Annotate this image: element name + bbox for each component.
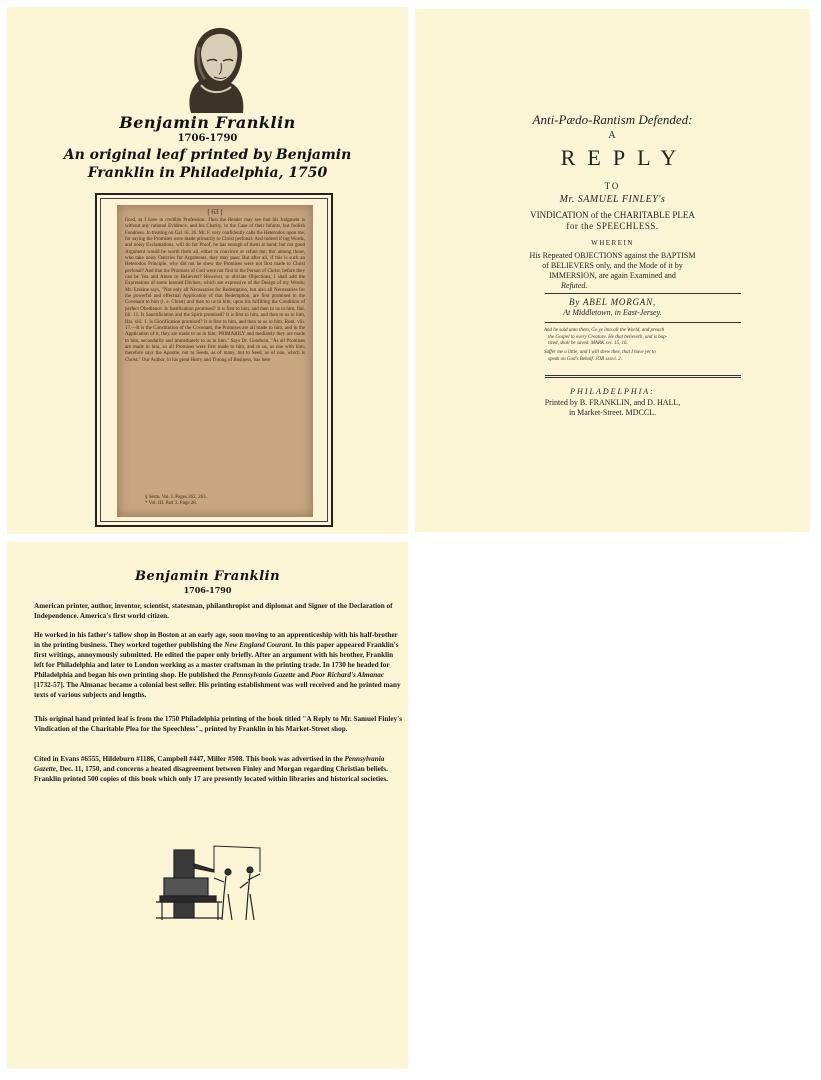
divider-rule [545, 293, 741, 294]
leaf-footnotes [145, 495, 207, 507]
gazette-title: Pennsylvania Gazette [231, 671, 296, 679]
bio-text: and [295, 671, 311, 679]
bio-dates: 1706-1790 [183, 585, 232, 595]
bio-text: , Dec. 11, 1750, and concerns a heated disagreement between Finley and Morgan regarding Christian beliefs. Franklin printed 500 copies of this book which only 17 are presently located within libraries and historical societies. [34, 765, 388, 783]
bio-text: [1732-57]. The Almanac became a colonial best seller. His printing establishment was well received and he printed many texts of various subjects and lengths. [34, 681, 401, 699]
finley-line: Mr. SAMUEL FINLEY's [559, 194, 666, 205]
quote-line: Suffer me a little, and I will shew thee, that I have yet to [544, 350, 656, 355]
subtitle-line-1: An original leaf printed by Benjamin [63, 147, 352, 163]
author-line: By ABEL MORGAN, [569, 297, 656, 307]
newspaper-title: New England Courant [224, 641, 292, 649]
imprint-printer: Printed by B. FRANKLIN, and D. HALL, [544, 398, 681, 407]
quote-line: tized, shall be saved. MARK xvi. 15, 16. [548, 341, 628, 346]
scripture-quote-1 [544, 328, 744, 348]
leaf-frame [95, 193, 333, 527]
page-title: Benjamin Franklin [119, 113, 296, 132]
imprint-city: PHILADELPHIA: [570, 387, 655, 396]
reply-heading: REPLY [560, 145, 689, 170]
objections-line-3: IMMERSION, are again Examined and [549, 271, 676, 280]
divider-rule [545, 375, 741, 376]
leaf-footnote-1: § Serm. Vol. I. Pages 262, 263. [145, 495, 207, 500]
bio-text: He worked in his father's tallow shop in Boston at an early age, soon moving to an apprenticeship with his half-brother in the printing business. They worked together publishing the [34, 631, 398, 649]
divider-rule [545, 322, 741, 323]
leaf-footnote-2: * Vol. III. Part 3. Page 28. [145, 501, 198, 506]
bio-paragraph-4 [34, 754, 402, 784]
vindication-line-1: VINDICATION of the CHARITABLE PLEA [530, 210, 695, 220]
franklin-portrait-icon [177, 21, 249, 115]
objections-line-2: of BELIEVERS only, and the Mode of it by [542, 261, 683, 270]
leaf-body-text: ficed, as I have in credible Profession: Then the Reader may see that his Judgment is without any rational Evidence, and his Charity, in the Case of their Infants, but foolish Fondness. In treating on Gal. iii. 26. Mr. F. very confidently calls the Heterodox upon me, for saying the Promises were made primarily to Christ perfonal: And indeed if big Words, and noisy Exclamations, will do for Proof, he has enough of them at hand; but not good Argument would be worth them all, either to convince or refute me; tho' among those, who take noisy Outcries for Arguments, they may pass: But after all, if this is such an Heterodox Principle, why did not he shew the Promises were not first made to Christ perfonal? And that the Promises of God were not first in the Person of Christ, before they can be Yea and Amen to Believers? However, to obviate Objections, I shall add the Expressions of some learned Divines, which are expressive of the Design of my Words; Mr. Erskine says, "Not only all Necessaries for Redemption, but also all Necessaries for the powerful and effectual Application of that Redemption, are first promised in the Covenant to him (i. e. Christ) and then to us in him, upon his fulfilling the Condition of perfect Obedience. Is Justification promised? It is first to him, and then to us in him, Ifai. liii. 11. Is Sanctification and the Spirit promised? It is first to him, and then to us in him, Ifai. xlii. 1. Is Glorification promised? It is first to him, and then to us in him, Rom. viii. 17.—It is the Constitution of the Covenant, the Promises are all made to him, and in the Application of it, they are made to us in him; PRIMARILY and mediately they are made to him, secondarily and immediately to us in him." Says Dr. Goodwin, "As all Promises are made in him, so all Promises were first made to him, and to us, as one with him; therefore says the Apostle, not to Seeds, as of many, but to Seed, as of one, which is Christ." Our Author, in his great Hurry and Throng of Business, has here [125, 218, 305, 363]
objections-line-1: His Repeated OBJECTIONS against the BAPTISM [529, 251, 696, 260]
book-title: Anti-Pædo-Rantism Defended: [532, 112, 693, 127]
to-label: TO [604, 181, 621, 191]
title-page-sheet [415, 9, 810, 532]
quote-line: speak on God's Behalf. JOB xxxvi. 2. [548, 356, 622, 362]
life-dates: 1706-1790 [177, 133, 238, 144]
scripture-quote-2 [544, 350, 744, 363]
subtitle-line-2: Franklin in Philadelphia, 1750 [87, 165, 328, 181]
title-article: A [608, 130, 617, 141]
bio-paragraph-3: This original hand printed leaf is from the 1750 Philadelphia printing of the book titled "A Reply to Mr. Samuel Finley's Vindication of the Charitable Plea for the Speechless"., printed by Franklin in his Market-Street shop. [34, 715, 402, 733]
printing-press-icon [152, 842, 272, 924]
quote-line: the Gospel to every Creature. He that believeth, and is bap- [548, 334, 668, 340]
gazette-title: Pennsylvania Gazette [34, 755, 385, 773]
imprint-address: in Market-Street. MDCCL. [568, 408, 657, 417]
original-leaf [117, 205, 313, 517]
wherein-label: WHEREIN [591, 239, 634, 247]
bio-paragraph-2 [34, 630, 402, 700]
almanac-title: Poor Richard's Almanac [310, 671, 385, 679]
divider-rule [545, 377, 741, 378]
objections-line-4: Refuted. [561, 281, 588, 290]
leaf-display-sheet [7, 7, 408, 534]
bio-title: Benjamin Franklin [134, 569, 281, 584]
bio-text: . In this paper appeared Franklin's first writings, annoymously submitted. He edited the paper only briefly. After an argument with his brother, Franklin left for Philadelphia and later to London working as a master craftsman in the printing trade. In 1730 he headed for Philadelphia and began his own printing shop. He published the [34, 641, 399, 679]
bio-text: Cited in Evans #6555, Hildeburn #1186, Campbell #447, Miller #508. This book was advertised in the [34, 755, 345, 763]
leaf-page-number: [ 63 ] [207, 208, 223, 216]
quote-line: And he said unto them, Go ye into all the World, and preach [544, 328, 665, 333]
bio-paragraph-1: American printer, author, inventor, scientist, statesman, philanthropist and diplomat and Signer of the Declaration of Independence. America's first world citizen. [34, 602, 393, 620]
author-place: At Middletown, in East-Jersey. [563, 308, 662, 317]
vindication-line-2: for the SPEECHLESS. [566, 221, 659, 231]
biography-sheet [7, 542, 408, 1069]
